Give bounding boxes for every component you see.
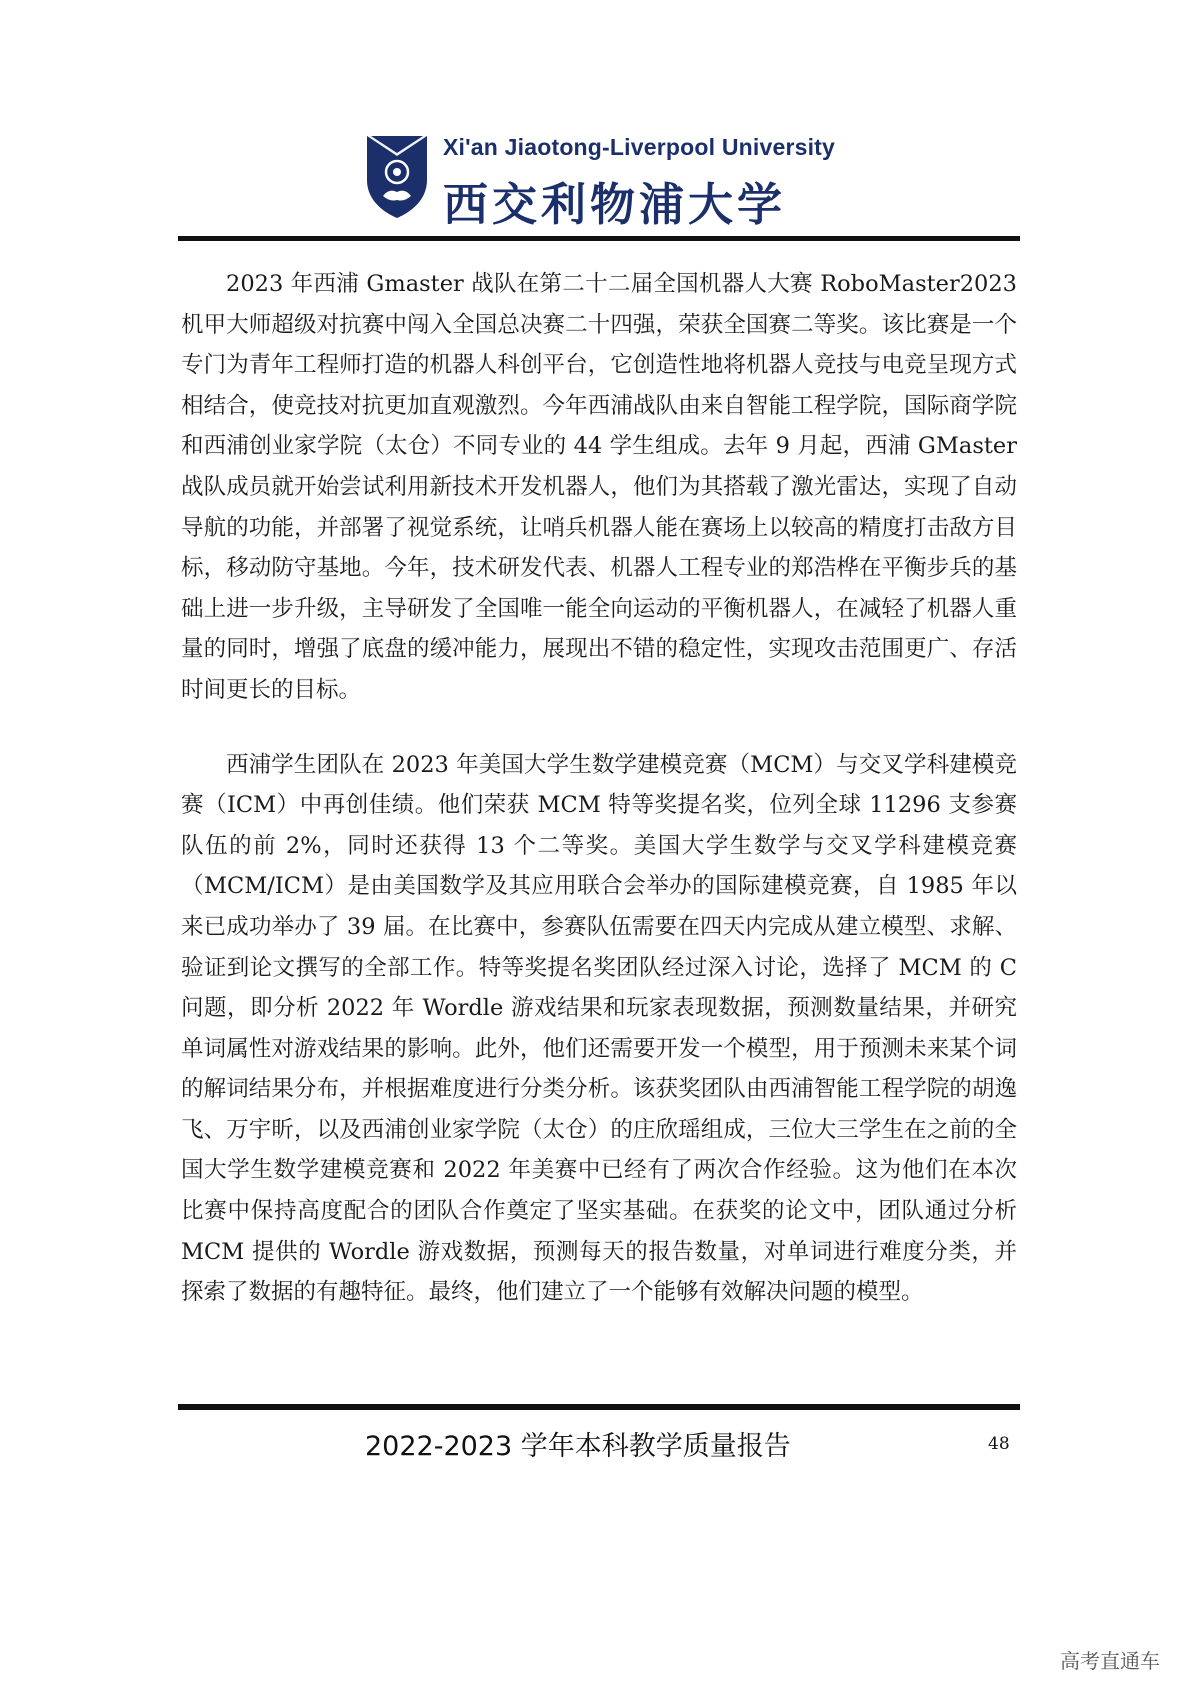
watermark-text: 高考直通车 (1060, 1649, 1160, 1673)
paragraph-mcm-icm: 西浦学生团队在 2023 年美国大学生数学建模竞赛（MCM）与交叉学科建模竞赛（ICM）中再创佳绩。他们荣获 MCM 特等奖提名奖，位列全球 11296 支参赛队伍的前 2%，同时还获得 13 个二等奖。美国大学生数学与交叉学科建模竞赛（MCM/ICM）是由美国数学及其应用联合会举办的国际建模竞赛，自 1985 年以来已成功举办了 39 届。在比赛中，参赛队伍需要在四天内完成从建立模型、求解、验证到论文撰写的全部工作。特等奖提名奖团队经过深入讨论，选择了 MCM 的 C 问题，即分析 2022 年 Wordle 游戏结果和玩家表现数据，预测数量结果，并研究单词属性对游戏结果的影响。此外，他们还需要开发一个模型，用于预测未来某个词的解词结果分布，并根据难度进行分类分析。该获奖团队由西浦智能工程学院的胡逸飞、万宇昕，以及西浦创业家学院（太仓）的庄欣瑶组成，三位大三学生在之前的全国大学生数学建模竞赛和 2022 年美赛中已经有了两次合作经验。这为他们在本次比赛中保持高度配合的团队合作奠定了坚实基础。在获奖的论文中，团队通过分析 MCM 提供的 Wordle 游戏数据，预测每天的报告数量，对单词进行难度分类，并探索了数据的有趣特征。最终，他们建立了一个能够有效解决问题的模型。 (181, 751, 1017, 1306)
university-crest-icon (365, 134, 429, 220)
university-name-cn: 西交利物浦大学 (443, 178, 787, 231)
university-header (365, 128, 845, 231)
report-title: 2022-2023 学年本科教学质量报告 (365, 1431, 791, 1462)
paragraph-robomaster: 2023 年西浦 Gmaster 战队在第二十二届全国机器人大赛 RoboMaster2023 机甲大师超级对抗赛中闯入全国总决赛二十四强，荣获全国赛二等奖。该比赛是一个专门为青年工程师打造的机器人科创平台，它创造性地将机器人竞技与电竞呈现方式相结合，使竞技对抗更加直观激烈。今年西浦战队由来自智能工程学院，国际商学院和西浦创业家学院（太仓）不同专业的 44 学生组成。去年 9 月起，西浦 GMaster 战队成员就开始尝试利用新技术开发机器人，他们为其搭载了激光雷达，实现了自动导航的功能，并部署了视觉系统，让哨兵机器人能在赛场上以较高的精度打击敌方目标，移动防守基地。今年，技术研发代表、机器人工程专业的郑浩桦在平衡步兵的基础上进一步升级，主导研发了全国唯一能全向运动的平衡机器人，在减轻了机器人重量的同时，增强了底盘的缓冲能力，展现出不错的稳定性，实现攻击范围更广、存活时间更长的目标。 (181, 271, 1017, 703)
footer-divider (178, 1404, 1020, 1410)
report-body (181, 264, 1017, 1313)
page-number: 48 (988, 1434, 1010, 1454)
university-name-en: Xi'an Jiaotong-Liverpool University (443, 134, 836, 160)
header-divider (178, 236, 1020, 241)
